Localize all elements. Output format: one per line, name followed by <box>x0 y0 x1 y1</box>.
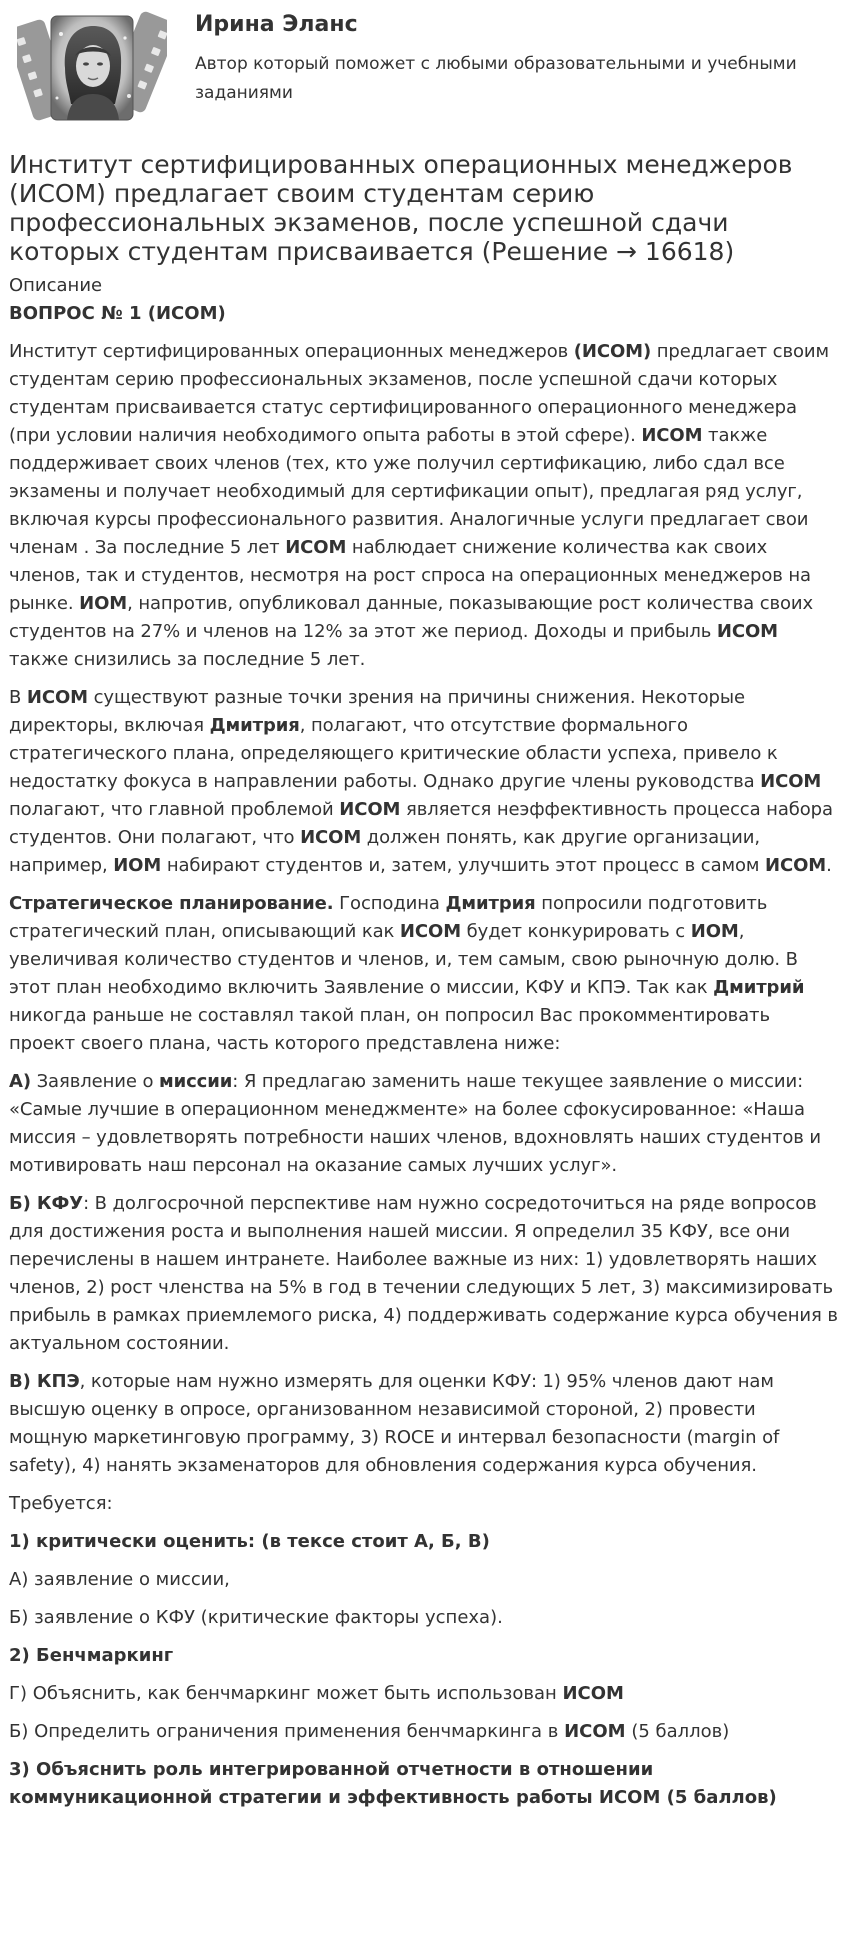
bold-text-segment: Б) КФУ <box>9 1193 84 1214</box>
bold-text-segment: миссии <box>158 1071 233 1092</box>
text-segment: Г) Объяснить, как бенчмаркинг может быть использован <box>9 1683 563 1704</box>
question-title: ВОПРОС № 1 (ИСОМ) <box>9 303 226 324</box>
description-label: Описание <box>9 275 103 296</box>
bold-text-segment: ИОМ <box>690 921 739 942</box>
text-segment: Заявление о <box>30 1071 159 1092</box>
bold-text-segment: ИСОМ <box>564 1721 626 1742</box>
bold-text-segment: ИСОМ <box>765 855 827 876</box>
text-segment: набирают студентов и, затем, улучшить этот процесс в самом <box>161 855 766 876</box>
text-segment: Господина <box>333 893 446 914</box>
avatar-film-frame-image <box>17 8 167 126</box>
task-1-item-a: А) заявление о миссии, <box>9 1569 230 1590</box>
text-segment: также поддерживает своих членов (тех, кто уже получил сертификацию, либо сдал все экзамены и получает необходимый для сертификации опыт), предлагая ряд услуг, включая курсы профессионального развития. Аналогичные услуги предлагает свои членам . За последние 5 лет <box>9 425 809 558</box>
text-segment: В <box>9 687 27 708</box>
author-name[interactable]: Ирина Эланс <box>195 12 358 37</box>
text-segment: предлагает своим студентам серию профессиональных экзаменов, после успешной сдачи которых студентам присваивается статус сертифицированного операционного менеджера (при условии наличия необходимого опыта работы в этой сфере). <box>9 341 829 446</box>
bold-text-segment: ИСОМ <box>26 687 88 708</box>
required-label: Требуется: <box>9 1493 113 1514</box>
task-2-item-b <box>9 1718 838 1746</box>
bold-text-segment: ИОМ <box>79 593 128 614</box>
task-1-item-b: Б) заявление о КФУ (критические факторы успеха). <box>9 1607 503 1628</box>
bold-text-segment: ИСОМ <box>300 827 362 848</box>
paragraph-mission <box>9 1068 838 1180</box>
bold-text-segment: Дмитрия <box>445 893 536 914</box>
bold-text-segment: В) КПЭ <box>9 1371 80 1392</box>
bold-text-segment: ИСОМ <box>285 537 347 558</box>
task-1-title: 1) критически оценить: (в тексе стоит А, Б, В) <box>9 1531 490 1552</box>
avatar[interactable] <box>17 8 167 126</box>
text-segment: , которые нам нужно измерять для оценки КФУ: 1) 95% членов дают нам высшую оценку в опросе, организованном независимой стороной, 2) провести мощную маркетинговую программу, 3) ROCE и интервал безопасности (margin of safety), 4) нанять экзаменаторов для обновления содержания курса обучения. <box>9 1371 780 1476</box>
text-segment: (5 баллов) <box>625 1721 730 1742</box>
bold-text-segment: ИСОМ <box>641 425 703 446</box>
bold-text-segment: А) <box>9 1071 31 1092</box>
task-2-title: 2) Бенчмаркинг <box>9 1645 174 1666</box>
bold-text-segment: (ИСОМ) <box>573 341 652 362</box>
text-segment: должен понять, как другие организации, например, <box>9 827 760 876</box>
text-segment: также снизились за последние 5 лет. <box>9 649 366 670</box>
bold-text-segment: Дмитрия <box>209 715 300 736</box>
text-segment: является неэффективность процесса набора студентов. Они полагают, что <box>9 799 833 848</box>
task-3-title: 3) Объяснить роль интегрированной отчетности в отношении коммуникационной стратегии и эффективность работы ИСОМ (5 баллов) <box>9 1759 777 1808</box>
bold-text-segment: ИСОМ <box>399 921 462 942</box>
text-segment: , полагают, что отсутствие формального стратегического плана, определяющего критические области успеха, привело к недостатку фокуса в направлении работы. Однако другие члены руководства <box>9 715 778 792</box>
text-segment: наблюдает снижение количества как своих членов, так и студентов, несмотря на рост спроса на операционных менеджеров на рынке. <box>9 537 811 614</box>
text-segment: : В долгосрочной перспективе нам нужно сосредоточиться на ряде вопросов для достижения роста и выполнения нашей миссии. Я определил 35 КФУ, все они перечислены в нашем интранете. Наиболее важные из них: 1) удовлетворять наших членов, 2) рост членства на 5% в год в течении следующих 5 лет, 3) максимизировать прибыль в рамках приемлемого риска, 4) поддерживать содержание курса обучения в актуальном состоянии. <box>9 1193 838 1354</box>
text-segment: будет конкурировать с <box>461 921 691 942</box>
author-description: Автор который поможет с любыми образовательными и учебными заданиями <box>195 54 797 103</box>
paragraph-intro <box>9 338 838 674</box>
text-segment: . <box>826 855 832 876</box>
text-segment: , увеличивая количество студентов и членов, и, тем самым, свою рыночную долю. В этот план необходимо включить Заявление о миссии, КФУ и КПЭ. Так как <box>9 921 798 998</box>
page-title: Институт сертифицированных операционных менеджеров (ИСОМ) предлагает своим студентам серию профессиональных экзаменов, после успешной сдачи которых студентам присваивается (Решение → 16618) <box>9 150 793 266</box>
bold-text-segment: ИСОМ <box>760 771 822 792</box>
text-segment: , напротив, опубликовал данные, показывающие рост количества своих студентов на 27% и членов на 12% за этот же период. Доходы и прибыль <box>9 593 814 642</box>
text-segment: никогда раньше не составлял такой план, он попросил Вас прокомментировать проект своего плана, часть которого представлена ниже: <box>9 1005 770 1054</box>
bold-text-segment: Дмитрий <box>713 977 805 998</box>
paragraph-strategic-planning <box>9 890 838 1058</box>
text-segment: Институт сертифицированных операционных менеджеров <box>9 341 574 362</box>
author-card <box>9 0 838 150</box>
bold-text-segment: Стратегическое планирование. <box>9 893 334 914</box>
bold-text-segment: ИСОМ <box>339 799 401 820</box>
task-2-item-g <box>9 1680 838 1708</box>
bold-text-segment: ИОМ <box>113 855 162 876</box>
paragraph-opinions <box>9 684 838 880</box>
text-segment: Б) Определить ограничения применения бенчмаркинга в <box>9 1721 565 1742</box>
bold-text-segment: ИСОМ <box>562 1683 624 1704</box>
bold-text-segment: ИСОМ <box>716 621 778 642</box>
text-segment: полагают, что главной проблемой <box>9 799 340 820</box>
paragraph-csf <box>9 1190 838 1358</box>
text-segment: : Я предлагаю заменить наше текущее заявление о миссии: «Самые лучшие в операционном менеджменте» на более сфокусированное: «Наша миссия – удовлетворять потребности наших членов, вдохновлять наших студентов и мотивировать наш персонал на оказание самых лучших услуг». <box>9 1071 822 1176</box>
text-segment: существуют разные точки зрения на причины снижения. Некоторые директоры, включая <box>9 687 745 736</box>
text-segment: попросили подготовить стратегический план, описывающий как <box>9 893 768 942</box>
paragraph-kpi <box>9 1368 838 1480</box>
